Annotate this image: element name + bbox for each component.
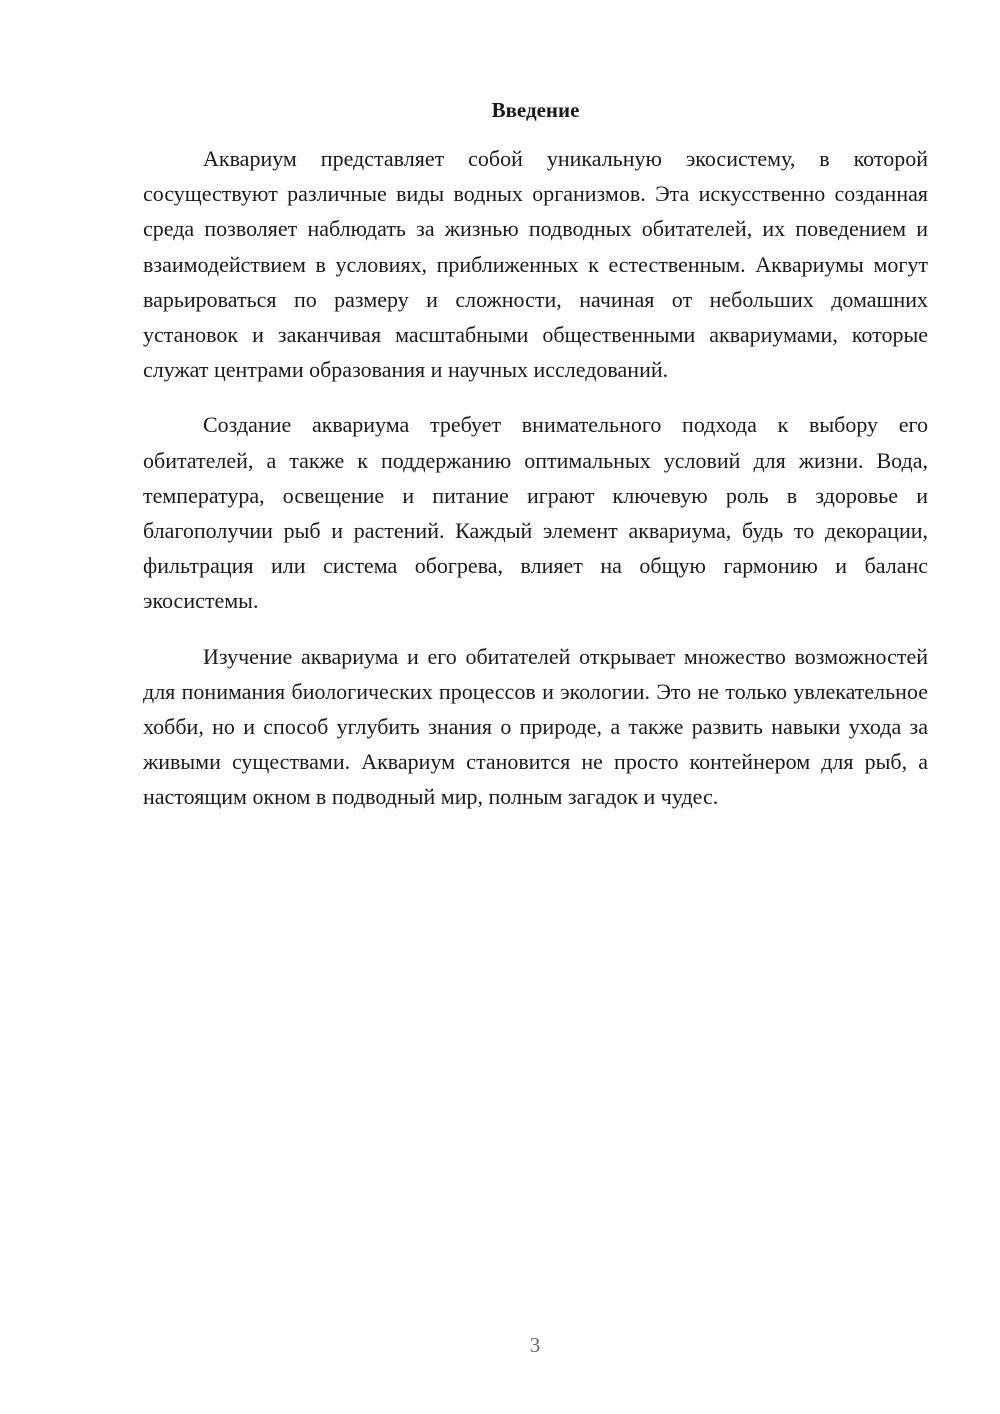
paragraph-1: Аквариум представляет собой уникальную экосистему, в которой сосуществуют различные виды водных организмов. Эта искусственно созданная среда позволяет наблюдать за жизнью подводных обитателей, их поведением и взаимодействием в условиях, приближенных к естественным. Аквариумы могут варьироваться по размеру и сложности, начиная от небольших домашних установок и заканчивая масштабными общественными аквариумами, которые служат центрами образования и научных исследований. bbox=[143, 146, 928, 383]
section-heading: Введение bbox=[491, 98, 580, 122]
paragraph-2: Создание аквариума требует внимательного подхода к выбору его обитателей, а также к поддержанию оптимальных условий для жизни. Вода, температура, освещение и питание играют ключевую роль в здоровье и благополучии рыб и растений. Каждый элемент аквариума, будь то декорации, фильтрация или система обогрева, влияет на общую гармонию и баланс экосистемы. bbox=[143, 412, 928, 614]
page-content bbox=[143, 92, 928, 835]
paragraph-3: Изучение аквариума и его обитателей открывает множество возможностей для понимания биологических процессов и экологии. Это не только увлекательное хобби, но и способ углубить знания о природе, а также развить навыки ухода за живыми существами. Аквариум становится не просто контейнером для рыб, а настоящим окном в подводный мир, полным загадок и чудес. bbox=[143, 643, 928, 810]
page-number: 3 bbox=[529, 1333, 541, 1357]
